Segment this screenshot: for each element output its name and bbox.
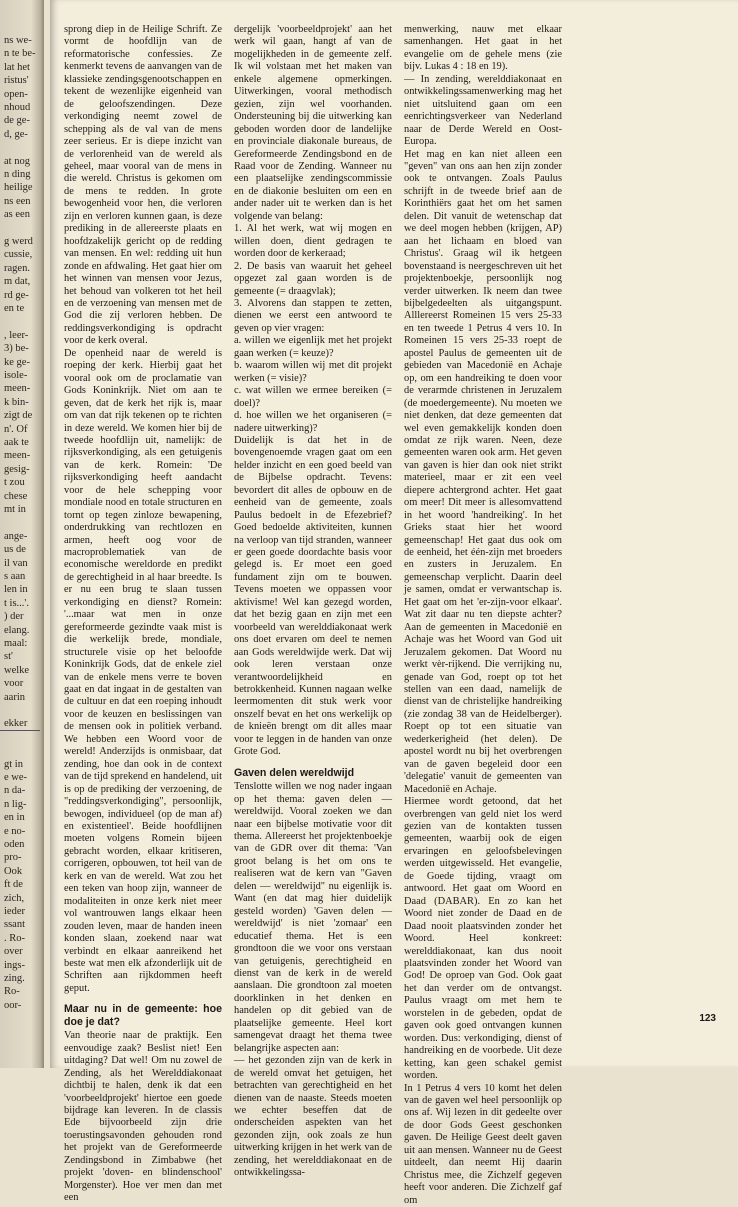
- spine-fragment-line: ekker: [4, 718, 28, 730]
- spine-fragment-line: Ook: [4, 865, 23, 877]
- spine-fragment-line: e we-: [4, 772, 28, 783]
- spine-fragment-line: chese: [4, 490, 28, 502]
- spine-fragment-line: s aan: [4, 571, 26, 582]
- paragraph: Hiermee wordt getoond, dat het overbrengen van geld niet los werd gezien van de kontakten tussen gemeenten, waarbij ook de eigen ervaringen en geloofsbelevingen werden uitgewisseld. Het evangelie, de Goede tijding, vraagt om antwoord. Het gaat om Woord en Daad (DABAR). En zo kan het Woord niet zonder de Daad en de Daad nooit plaatsvinden zonder het Woord. Heel konkreet: werelddiakonaat, kan dus nooit plaatsvinden zonder het Woord van God! De oproep van God. Ook gaat het dan verder om de ontvangst. Paulus vraagt om met hem te worstelen in de gebeden, opdat de gaven ook goed ontvangen kunnen worden. Dus: verkondiging, dienst of handreiking en de voorbede. Uit deze ketting, kan geen schakel gemist worden.: [404, 796, 562, 1082]
- paragraph: In 1 Petrus 4 vers 10 komt het delen van de gaven wel heel persoonlijk op ons af. Wij lezen in dit gedeelte over de door Gods Geest geschonken gaven. De Heilige Geest deelt gaven uit aan mensen. Wanneer nu de Geest uitdeelt, dan neemt Hij daarin Christus mee, die Zichzelf gegeven heeft voor anderen. Die Zichzelf gaf om: [404, 1082, 562, 1206]
- text-column-4: [574, 24, 732, 1026]
- spine-fragment-line: us de: [4, 544, 26, 556]
- spine-fragment-line: pro-: [4, 852, 22, 864]
- paragraph: — het gezonden zijn van de kerk in de wereld omvat het getuigen, het betrachten van gerechtigheid en het dienen van de naaste. Steeds moeten we echter beseffen dat de onderscheiden aspekten van het gezonden zijn, ook zoals ze hun uitwerking krijgen in het werk van de zending, het werelddiakonaat en de ontwikkelingssa-: [234, 1055, 392, 1179]
- previous-page-divider: [0, 730, 40, 731]
- spine-fragment-line: ke ge-: [4, 356, 30, 368]
- paragraph: Duidelijk is dat het in de bovengenoemde vragen gaat om een helder inzicht en een goed beeld van de Bijbelse opdracht. Tevens: bevordert dit alles de opbouw en de eenheid van de gemeente, zoals Paulus bedoelt in de Efezebrief? Goed bedoelde aktiviteiten, kunnen na verloop van tijd stranden, wanneer er geen goede doordachte basis voor gelegd is. Er moet een goed fundament zijn om te bouwen. Tevens moeten we oppassen voor aktivisme! Wel kan gezegd worden, dat het bezig gaan en zijn met een voorbeeld van werelddiakonaat werk ons doet ervaren om deel te nemen aan Gods wereldwijde werk. Dat wij ook leren verstaan onze verantwoordelijkheid en betrokkenheid. Kunnen nagaan welke leermomenten dit stuk werk voor onszelf bevat en het ons werkelijk op de knieën brengt om dit alles maar voor te leggen in de handen van onze Grote God.: [234, 434, 392, 758]
- spine-fragment-line: maal:: [4, 638, 28, 649]
- spine-fragment-line: open-: [4, 88, 28, 100]
- spine-fragment-line: ieder: [4, 906, 25, 917]
- spine-fragment-line: oden: [4, 839, 25, 850]
- spine-fragment-line: ns we-: [4, 35, 32, 46]
- paragraph: d. hoe willen we het organiseren (= nadere uitwerking)?: [234, 410, 392, 434]
- spine-fragment-line: over: [4, 946, 23, 958]
- spine-fragment-line: st': [4, 651, 13, 663]
- spine-fragment-line: ns een: [4, 195, 31, 207]
- text-column-3: [404, 24, 562, 1206]
- spine-fragment-line: meen-: [4, 450, 31, 462]
- spine-fragment-line: ) der: [4, 611, 24, 623]
- paragraph: 2. De basis van waaruit het geheel opgezet zal gaan worden is de gemeente (= draagvlak);: [234, 260, 392, 297]
- spine-fragment-line: at nog: [4, 155, 30, 167]
- paragraph: Tenslotte willen we nog nader ingaan op het thema: gaven delen — wereldwijd. Vooral zoeken we dan naar een bijbelse motivatie voor dit thema. Allereerst het projektenboekje van de GDR over dit thema: 'Van groot belang is het om ons te realiseren wat de kern van "Gaven delen — wereldwijd" nu eigenlijk is. Want (en dat mag hier duidelijk gesteld worden) 'Gaven delen — wereldwijd' is niet 'zomaar' een educatief thema. Het is een grondtoon die we voor ons verstaan van getuigenis, gerechtigheid en dienst van de kerk in de wereld aanslaan. Die grondtoon zal moeten doorklinken in het denken en handelen op dit gebied van de plaatselijke gemeente. Heel kort samengevat draagt het thema twee belangrijke aspecten aan:: [234, 781, 392, 1054]
- paragraph: 1. Al het werk, wat wij mogen en willen doen, dient gedragen te worden door de kerkeraad;: [234, 223, 392, 260]
- spine-fragment-line: ragen.: [4, 262, 30, 274]
- previous-page-spine: [0, 0, 44, 1068]
- spine-fragment-line: d, ge-: [4, 128, 28, 140]
- spine-fragment-line: gt in: [4, 758, 23, 770]
- page-number: 123: [699, 1013, 716, 1024]
- spine-fragment-line: t is...'.: [4, 597, 29, 609]
- paragraph: menwerking, nauw met elkaar samenhangen. Het gaat in het evangelie om de gehele mens (zie bijv. Lukas 4 : 18 en 19).: [404, 24, 562, 73]
- spine-fragment-line: ings-: [4, 959, 25, 971]
- spine-fragment-line: lat het: [4, 61, 30, 73]
- paragraph: Van theorie naar de praktijk. Een eenvoudige zaak? Beslist niet! Een uitdaging? Dat wel! Om nu zowel de Zending, als het Werelddiakonaat dichtbij te halen, denk ik dat een 'voorbeeldprojekt' hiertoe een goede bijdrage kan leveren. In de classis Ede bijvoorbeeld zijn drie toerustingsavonden gehouden rond het projekt van de Gereformeerde Zendingsbond in Zimbabwe (het projekt 'doven- en blindenschool' Morgenster). Hoe ver men dan met een: [64, 1030, 222, 1204]
- paragraph: a. willen we eigenlijk met het projekt gaan werken (= keuze)?: [234, 335, 392, 359]
- spine-fragment-line: e no-: [4, 825, 26, 837]
- paragraph: b. waarom willen wij met dit projekt werken (= visie)?: [234, 360, 392, 384]
- spine-fragment-line: voor: [4, 678, 24, 690]
- spine-fragment-line: m dat,: [4, 276, 31, 288]
- spine-fragment-line: n da-: [4, 785, 26, 797]
- paragraph: De openheid naar de wereld is roeping der kerk. Hierbij gaat het vooral ook om de proclamatie van Gods Koninkrijk. Niet om aan te geven, dat de kerk het rijk is, maar om van dat rijk tekenen op te richten in deze wereld. We komen hier bij de tweede hoofdlijn uit, namelijk: de rijksverkondiging, als een getuigenis van de kerk. Romein: 'De rijksverkondiging heeft aandacht voor de hele schepping voor mondiale nood en totale structuren en tornt op tegen zinloze bewapening, onderdrukking van rechtlozen en armen, heeft oog voor de macroproblematiek van de economische wereldorde en predikt de gerechtigheid in al haar breedte. Is er nu een brug te slaan tussen verkondiging en dienst? Romein: '...maar wat men in onze gereformeerde gezindte vaak mist is die werkelijk brede, mondiale, structurele visie op het beloofde Koninkrijk Gods, dat de enkele ziel van de enkele mens verre te boven gaat en dat ingaat in de gestalten van de cultuur en dat een roeping inhoudt voor de keuzen en beslissingen van de mensen ook in politiek verband. We hebben een Woord voor de wereld! Anderzijds is onmisbaar, dat zending, hoe dan ook in de context van de tijd sprekend en handelend, uit is op de prediking der verzoening, de "reddingsverkondiging", persoonlijk, bewogen, individueel (op de man af) en existentieel'. Beide hoofdlijnen moeten volgens Romein bijeen gebracht worden, elkaar kritiseren, corrigeren, opbouwen, tot heil van de kerk en van de wereld. Wat zou het een teken van hoop zijn, wanneer de modaliteiten in onze kerk niet meer vol wantrouwen langs elkaar heen zouden leven, maar de handen ineen konden slaan, zoekend naar wat verbindt en elkaar aanreikend het beste wat men elk afzonderlijk uit de Schriften aan rijkdommen heeft geput.: [64, 347, 222, 994]
- spine-fragment-line: 3) be-: [4, 343, 29, 355]
- section-heading: Maar nu in de gemeente: hoe doe je dat?: [64, 1003, 222, 1028]
- section-heading: Gaven delen wereldwijd: [234, 766, 355, 779]
- spine-fragment-line: ristus': [4, 75, 29, 87]
- paragraph: c. wat willen we ermee bereiken (= doel)?: [234, 385, 392, 409]
- spine-fragment-line: de ge-: [4, 115, 30, 127]
- spine-fragment-line: g werd: [4, 236, 33, 247]
- spine-fragment-line: ssant: [4, 919, 25, 931]
- spine-fragment-line: il van: [4, 557, 28, 569]
- spine-fragment-line: rd ge-: [4, 289, 29, 301]
- spine-fragment-line: en in: [4, 812, 25, 824]
- spine-fragment-line: . Ro-: [4, 932, 25, 944]
- spine-fragment-line: n lig-: [4, 798, 27, 810]
- spine-fragment-line: cussie,: [4, 249, 33, 261]
- spine-fragment-line: zigt de: [4, 410, 33, 422]
- paragraph: sprong diep in de Heilige Schrift. Ze vormt de hoofdlijn van de reformatorische confessies. Ze kenmerkt tevens de aanvangen van de klassieke zendingsgenootschappen en tekent de wezenlijke eigenheid van de geloofszendingen. Deze verkondiging neemt zowel de schepping als de val van de mens zeer serieus. Er is diepe inzicht van de verlorenheid van de wereld als geheel, maar vooral van de mens in die wereld. Christus is gekomen om de mens te redden. In grote bewogenheid voor hen, die verloren zijn en verloren kunnen gaan, is deze prediking in de allereerste plaats en hoofdzakelijk gericht op de redding van mensen. En wel: redding uit hun zonde en afdwaling. Het gaat hier om het winnen van mensen voor Jezus, het behoud van volkeren tot het heil en de verzoening van mensen met de God die zij verloren hebben. De reddingsverkondiging is opdracht voor de kerk overal.: [64, 24, 222, 347]
- spine-fragment-line: n te be-: [4, 48, 36, 60]
- spine-fragment-line: , leer-: [4, 329, 29, 341]
- magazine-page: [50, 0, 738, 1206]
- spine-fragment-line: zing.: [4, 973, 25, 984]
- spine-fragment-line: aarin: [4, 691, 25, 703]
- spine-fragment-line: en te: [4, 303, 25, 314]
- spine-fragment-line: elang.: [4, 624, 30, 636]
- spine-fragment-line: as een: [4, 209, 30, 221]
- spine-fragment-line: nhoud: [4, 102, 31, 113]
- spine-fragment-line: mt in: [4, 504, 26, 515]
- spine-fragment-line: heilige: [4, 182, 33, 194]
- spine-fragment-line: welke: [4, 664, 30, 676]
- spine-fragment-line: n'. Of: [4, 423, 28, 435]
- spine-fragment-line: aak te: [4, 437, 29, 448]
- paragraph: — In zending, werelddiakonaat en ontwikkelingssamenwerking mag het niet uitsluitend gaan om een eenrichtingsverkeer van Nederland naar de Derde Wereld en Oost-Europa.: [404, 73, 562, 148]
- spine-fragment-line: t zou: [4, 477, 25, 489]
- spine-fragment-line: gesig-: [4, 463, 30, 475]
- spine-fragment-line: Ro-: [4, 986, 20, 998]
- paragraph: 3. Alvorens dan stappen te zetten, dienen we eerst een antwoord te geven op vier vragen:: [234, 297, 392, 334]
- spine-fragment-line: ange-: [4, 530, 28, 542]
- spine-fragment-line: isole-: [4, 370, 28, 381]
- spine-fragment-line: k bin-: [4, 396, 29, 408]
- text-column-2: [234, 24, 392, 1179]
- paragraph: Het mag en kan niet alleen een "geven" van ons aan hen zijn zonder ook te ontvangen. Zoals Paulus schrijft in de tweede brief aan de Korinthiërs gaat het om het samen delen. Dit vanuit de wetenschap dat we deel mogen hebben (krijgen, AP) aan het lichaam en bloed van Christus'. Graag wil ik hetgeen bovenstaand is neergeschreven uit het projektenboekje, persoonlijk nog verder uitwerken. Ik neem dan twee bijbelgedeelten als uitgangspunt. Alllereerst Romeinen 15 vers 25-33 en ten tweede 1 Petrus 4 vers 10. In Romeinen 15 vers 25-33 roept de apostel Paulus de gemeenten uit de gebieden van Macedonië en Achaje op, om een handreiking te doen voor de verarmde christenen in Jeruzalem (de moedergemeente). Nu moeten we niet denken, dat deze gemeenten dat wel even gemakkelijk konden doen omdat ze rijk waren. Neen, deze gemeenten waren ook arm. Het geven van gaven is hier dan ook niet strikt materieel, maar er zit een veel diepere achtergrond achter. Het gaat om meer! Dit meer is allesomvattend in het woord 'handreiking'. In het Grieks staat hier het woord gemeenschap! Het gaat dus ook om de eenheid, het één-zijn met broeders en zusters in Jeruzalem. En gemeenschap verplicht. Daarin deel je samen, omdat er verwantschap is. Het gaat om het 'er-zijn-voor elkaar'. Wat zit daar nu ten diepste achter? Aan de gemeenten in Macedonië en Achaje was het Woord van God uit Jeruzalem gekomen. Dat Woord nu werkt vèr-rijkend. Die verrijking nu, genade van God, roept op tot het stellen van een daad, namelijk de dienst van de christelijke handreiking (zie zondag 38 van de Heidelberger). Roept op tot een situatie van wederkerigheid (het delen). De apostel wordt nu bij het overbrengen van de gaven begeleid door een 'delegatie' vanuit de gemeenten van Macedonië en Achaje.: [404, 148, 562, 795]
- text-column-1: [64, 24, 222, 1204]
- paragraph: dergelijk 'voorbeeldprojekt' aan het werk wil gaan, hangt af van de mogelijkheden in de gemeente zelf. Ik wil volstaan met het maken van enkele algemene opmerkingen. Uitwerkingen, vooral methodisch gezien, zijn wel voorhanden. Ondersteuning bij die uitwerking kan geboden worden door de landelijke en provinciale diakonale bureaus, de Gereformeerde Zendingsbond en de Raad voor de Zending. Wanneer nu een plaatselijke zendingscommissie en de diakonie besluiten om een en ander nader uit te werken dan is het volgende van belang:: [234, 24, 392, 222]
- spine-fragment-line: oor-: [4, 999, 22, 1011]
- spine-fragment-line: n ding: [4, 169, 31, 180]
- spine-fragment-line: ft de: [4, 879, 23, 891]
- spine-fragment-line: len in: [4, 584, 28, 596]
- spine-fragment-line: zich,: [4, 892, 25, 904]
- spine-fragment-line: meen-: [4, 383, 31, 395]
